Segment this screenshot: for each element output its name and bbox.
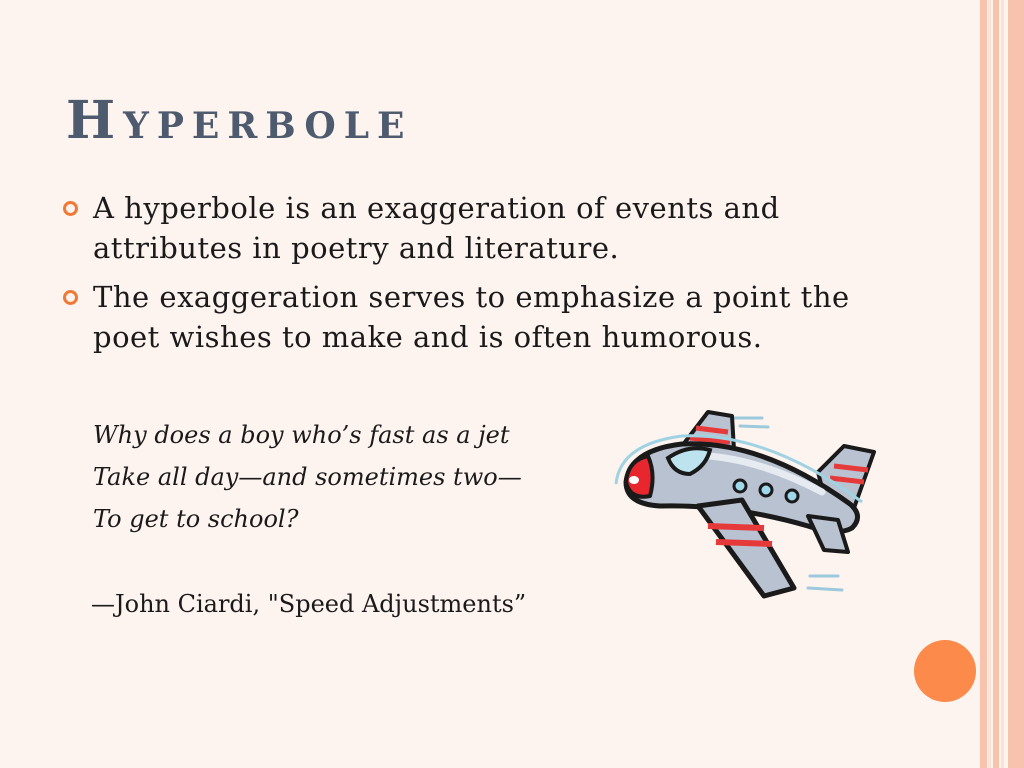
poem-attribution: —John Ciardi, "Speed Adjustments” [91,590,527,618]
bullet-item [60,188,890,268]
edge-stripe [980,0,987,768]
poem-excerpt [93,414,522,540]
bullet-marker-icon [63,290,78,305]
bullet-item [60,277,890,357]
bullet-text: A hyperbole is an exaggeration of events and attributes in poetry and literature. [93,191,780,265]
edge-stripe [1008,0,1024,768]
edge-stripe [993,0,999,768]
poem-line: To get to school? [93,505,299,533]
airplane-icon [612,404,884,606]
poem-line: Take all day—and sometimes two— [93,463,522,491]
bullet-text: The exaggeration serves to emphasize a point the poet wishes to make and is often humorous. [93,280,850,354]
accent-circle [914,640,976,702]
edge-stripe [988,0,991,768]
poem-line: Why does a boy who’s fast as a jet [93,421,510,449]
edge-stripe [1001,0,1004,768]
bullet-list [60,188,890,366]
bullet-marker-icon [63,201,78,216]
slide-title: Hyperbole [66,90,413,151]
